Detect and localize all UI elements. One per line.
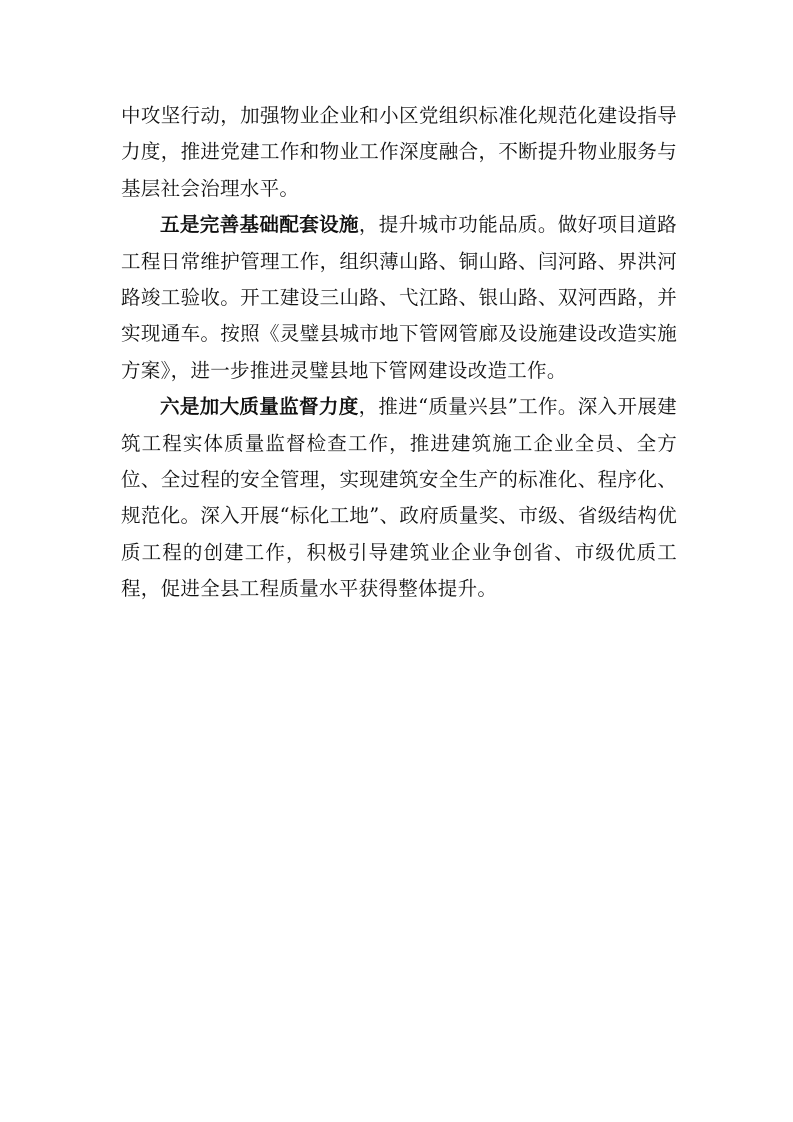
- paragraph-heading: 五是完善基础配套设施: [160, 213, 359, 237]
- document-body: [121, 98, 677, 608]
- paragraph-quality-supervision: [121, 389, 677, 607]
- paragraph-text: 中攻坚行动，加强物业企业和小区党组织标准化规范化建设指导力度，推进党建工作和物业工作深度融合，不断提升物业服务与基层社会治理水平。: [121, 104, 677, 200]
- paragraph-continuation: [121, 98, 677, 207]
- paragraph-infrastructure: [121, 207, 677, 389]
- paragraph-text: ，提升城市功能品质。做好项目道路工程日常维护管理工作，组织薄山路、铜山路、闫河路、界洪河路竣工验收。开工建设三山路、弋江路、银山路、双河西路，并实现通车。按照《灵璧县城市地下管网管廊及设施建设改造实施方案》，进一步推进灵璧县地下管网建设改造工作。: [121, 213, 677, 382]
- paragraph-text: ，推进“质量兴县”工作。深入开展建筑工程实体质量监督检查工作，推进建筑施工企业全员、全方位、全过程的安全管理，实现建筑安全生产的标准化、程序化、规范化。深入开展“标化工地”、政府质量奖、市级、省级结构优质工程的创建工作，积极引导建筑业企业争创省、市级优质工程，促进全县工程质量水平获得整体提升。: [121, 395, 677, 601]
- paragraph-heading: 六是加大质量监督力度: [160, 395, 359, 419]
